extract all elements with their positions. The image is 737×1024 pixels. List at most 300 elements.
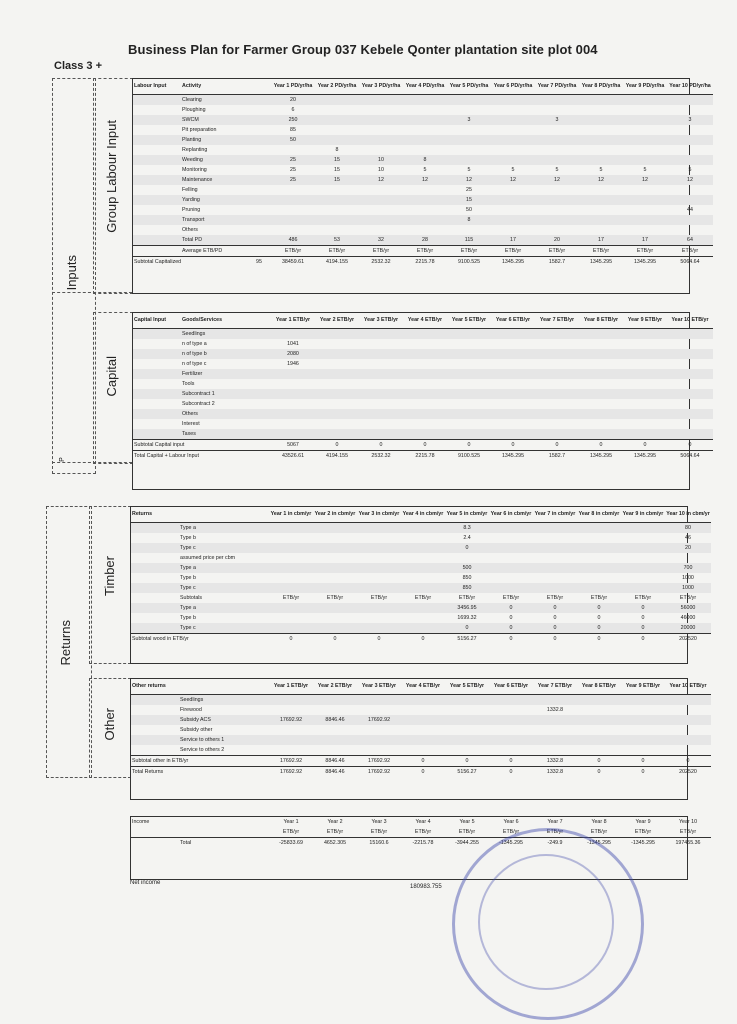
table-cell: Returns xyxy=(131,507,179,523)
table-cell: 17692.92 xyxy=(357,715,401,725)
table-cell xyxy=(623,429,667,440)
table-cell: 0 xyxy=(401,756,445,767)
table-cell xyxy=(313,563,357,573)
table-cell xyxy=(491,185,535,195)
table-cell xyxy=(245,593,269,603)
table-cell xyxy=(133,409,181,419)
table-cell xyxy=(623,195,667,205)
table-cell: Capital Input xyxy=(133,313,181,329)
table-cell: 0 xyxy=(401,634,445,645)
table-cell: 44 xyxy=(687,207,693,213)
table-cell xyxy=(667,419,713,429)
table-cell: Weeding xyxy=(181,155,247,165)
table-cell: Type c xyxy=(179,583,245,593)
table-cell: Subsidy ACS xyxy=(179,715,245,725)
table-cell xyxy=(535,389,579,399)
table-cell xyxy=(401,563,445,573)
table-cell xyxy=(579,195,623,205)
table-cell xyxy=(359,95,403,106)
table-cell xyxy=(133,389,181,399)
group-labour-input-label: Group Labour Input xyxy=(104,120,119,233)
table-cell xyxy=(179,827,245,838)
table-cell xyxy=(131,593,179,603)
table-cell: Year 8 in cbm/yr xyxy=(577,507,621,523)
timber-returns-table xyxy=(131,507,711,644)
table-cell: Year 7 PD/yr/ha xyxy=(535,79,579,95)
document-title: Business Plan for Farmer Group 037 Kebele Qonter plantation site plot 004 xyxy=(128,42,598,57)
table-cell xyxy=(313,543,357,553)
table-cell: Year 6 xyxy=(503,819,519,825)
table-cell xyxy=(247,175,271,185)
table-cell xyxy=(535,125,579,135)
table-cell xyxy=(401,523,445,534)
table-cell xyxy=(489,735,533,745)
other-returns-table xyxy=(131,679,711,777)
table-cell xyxy=(357,543,401,553)
table-cell xyxy=(667,155,713,165)
table-cell: 0 xyxy=(489,767,533,778)
table-cell: Year 7 ETB/yr xyxy=(533,679,577,695)
table-cell: 115 xyxy=(447,235,491,246)
table-row xyxy=(131,573,711,583)
table-cell xyxy=(247,440,271,451)
table-cell xyxy=(313,623,357,634)
table-cell xyxy=(247,359,271,369)
table-cell xyxy=(247,95,271,106)
table-cell: 8 xyxy=(335,147,339,153)
table-cell xyxy=(271,185,315,195)
table-cell xyxy=(447,379,491,389)
table-row xyxy=(131,756,711,767)
table-cell: 5 xyxy=(511,167,515,173)
table-cell xyxy=(313,603,357,613)
table-cell xyxy=(271,215,315,225)
table-cell xyxy=(269,523,313,534)
table-cell: -1345.295 xyxy=(499,840,523,846)
table-cell xyxy=(131,583,179,593)
table-cell: Year 4 xyxy=(415,819,431,825)
table-cell xyxy=(489,543,533,553)
table-row xyxy=(133,205,713,215)
table-row xyxy=(131,725,711,735)
table-cell xyxy=(535,95,579,106)
table-cell xyxy=(403,429,447,440)
table-cell: Year 9 in cbm/yr xyxy=(621,507,665,523)
table-cell: 2.4 xyxy=(463,535,471,541)
table-row xyxy=(133,225,713,235)
table-cell: Year 8 ETB/yr xyxy=(577,679,621,695)
table-cell xyxy=(245,715,269,725)
table-cell: 50 xyxy=(271,135,315,145)
table-cell xyxy=(579,145,623,155)
table-cell xyxy=(181,257,247,268)
table-cell: Year 5 ETB/yr xyxy=(445,679,489,695)
table-cell xyxy=(245,623,269,634)
table-cell: ETB/yr xyxy=(458,595,476,601)
table-cell xyxy=(131,573,179,583)
table-cell xyxy=(401,695,445,706)
table-cell: 17692.92 xyxy=(357,756,401,767)
table-cell: 64 xyxy=(667,235,713,246)
table-cell: ETB/yr xyxy=(282,595,300,601)
table-cell: Tools xyxy=(182,381,195,387)
table-cell xyxy=(447,329,491,340)
table-cell xyxy=(245,553,269,563)
table-cell: Year 6 in cbm/yr xyxy=(489,507,533,523)
table-cell: 0 xyxy=(357,634,401,645)
table-cell: Service to others 2 xyxy=(180,747,225,753)
table-cell: 5067 xyxy=(271,440,315,451)
table-row xyxy=(133,175,713,185)
table-cell: ETB/yr xyxy=(579,246,623,257)
table-cell xyxy=(357,623,401,634)
table-cell: Year 7 in cbm/yr xyxy=(533,507,577,523)
table-cell xyxy=(315,215,359,225)
table-cell xyxy=(247,313,271,329)
table-cell xyxy=(535,339,579,349)
table-cell xyxy=(535,155,579,165)
table-cell xyxy=(179,817,245,827)
table-cell: Seedlings xyxy=(181,329,247,340)
table-cell xyxy=(315,429,359,440)
table-cell: 20000 xyxy=(665,623,711,634)
table-cell xyxy=(403,115,447,125)
table-cell xyxy=(535,409,579,419)
table-cell xyxy=(245,613,269,623)
table-cell: Year 10 xyxy=(678,819,698,825)
table-cell xyxy=(621,705,665,715)
table-cell xyxy=(447,409,491,419)
table-cell xyxy=(315,135,359,145)
table-cell xyxy=(357,573,401,583)
ink-stamp-inner xyxy=(478,854,614,990)
table-cell xyxy=(535,359,579,369)
table-cell xyxy=(247,419,271,429)
table-cell xyxy=(269,695,313,706)
table-cell xyxy=(489,745,533,756)
table-cell: 500 xyxy=(445,563,489,573)
table-cell xyxy=(179,756,245,767)
table-cell xyxy=(533,695,577,706)
capital-divider xyxy=(52,462,132,463)
table-cell xyxy=(491,125,535,135)
table-cell xyxy=(245,695,269,706)
table-cell xyxy=(315,339,359,349)
table-cell xyxy=(535,379,579,389)
table-cell: 15 xyxy=(334,167,340,173)
table-cell xyxy=(491,369,535,379)
table-cell xyxy=(133,195,181,205)
table-cell: 0 xyxy=(579,440,623,451)
table-cell xyxy=(315,105,359,115)
table-cell xyxy=(357,735,401,745)
table-cell xyxy=(491,135,535,145)
table-cell xyxy=(447,125,491,135)
table-row xyxy=(133,389,713,399)
table-cell xyxy=(133,115,181,125)
table-row xyxy=(133,399,713,409)
table-cell: Year 9 PD/yr/ha xyxy=(623,79,667,95)
table-cell: Goods/Services xyxy=(181,313,247,329)
table-cell xyxy=(401,603,445,613)
table-cell: Year 6 ETB/yr xyxy=(489,679,533,695)
table-cell: ETB/yr xyxy=(489,827,533,838)
table-cell: Pit preparation xyxy=(182,127,217,133)
table-cell: 95 xyxy=(247,257,271,268)
table-cell xyxy=(491,115,535,125)
table-cell xyxy=(133,185,181,195)
table-cell: 0 xyxy=(489,603,533,613)
table-cell xyxy=(131,603,179,613)
table-cell xyxy=(491,155,535,165)
table-row xyxy=(131,679,711,695)
table-cell: 1345.295 xyxy=(491,257,535,268)
table-cell xyxy=(623,215,667,225)
table-cell xyxy=(665,715,711,725)
table-cell xyxy=(245,725,269,735)
table-cell: 12 xyxy=(623,175,667,185)
table-cell: Replanting xyxy=(182,147,208,153)
table-row xyxy=(133,257,713,268)
table-cell xyxy=(359,359,403,369)
table-cell: Year 7 xyxy=(547,819,563,825)
table-cell xyxy=(665,745,711,756)
table-cell xyxy=(315,225,359,235)
table-cell xyxy=(535,369,579,379)
table-cell: 46000 xyxy=(680,615,696,621)
table-cell: Year 3 in cbm/yr xyxy=(357,507,401,523)
table-cell xyxy=(313,705,357,715)
table-cell: ETB/yr xyxy=(271,246,315,257)
table-cell xyxy=(269,533,313,543)
table-cell xyxy=(359,115,403,125)
table-cell xyxy=(667,349,713,359)
table-cell xyxy=(533,745,577,756)
table-cell: ETB/yr xyxy=(546,595,564,601)
table-cell xyxy=(313,583,357,593)
table-cell xyxy=(535,419,579,429)
table-cell xyxy=(447,105,491,115)
table-cell xyxy=(245,603,269,613)
table-cell xyxy=(131,725,179,735)
table-cell: Others xyxy=(181,409,247,419)
table-cell xyxy=(447,145,491,155)
table-cell xyxy=(667,359,713,369)
table-cell: Year 3 ETB/yr xyxy=(359,313,403,329)
table-cell: 20 xyxy=(535,235,579,246)
table-cell: 1345.295 xyxy=(623,451,667,462)
table-cell xyxy=(621,563,665,573)
table-cell xyxy=(401,745,445,756)
table-cell xyxy=(401,613,445,623)
table-cell xyxy=(535,429,579,440)
table-cell xyxy=(247,451,271,462)
table-cell xyxy=(133,369,181,379)
table-cell xyxy=(359,369,403,379)
table-cell xyxy=(271,329,315,340)
table-cell: Taxes xyxy=(181,429,247,440)
table-cell xyxy=(667,225,713,235)
table-row xyxy=(133,379,713,389)
returns-label: Returns xyxy=(58,620,73,666)
table-cell xyxy=(665,553,711,563)
table-cell xyxy=(491,349,535,359)
table-cell xyxy=(623,135,667,145)
table-cell xyxy=(357,533,401,543)
other-label: Other xyxy=(102,708,117,741)
table-cell: 0 xyxy=(577,623,621,634)
table-cell xyxy=(623,145,667,155)
table-cell xyxy=(271,419,315,429)
table-cell: Type c xyxy=(179,543,245,553)
table-cell xyxy=(359,195,403,205)
table-cell xyxy=(667,329,713,340)
table-cell xyxy=(403,339,447,349)
table-cell xyxy=(247,429,271,440)
table-cell xyxy=(579,125,623,135)
table-cell: Subtotal Capitalized xyxy=(133,257,181,268)
table-cell: 15 xyxy=(447,195,491,205)
table-cell xyxy=(245,745,269,756)
table-cell xyxy=(245,563,269,573)
table-cell xyxy=(315,195,359,205)
table-cell: 1332.8 xyxy=(533,756,577,767)
table-cell xyxy=(577,583,621,593)
table-cell xyxy=(359,429,403,440)
table-cell: 486 xyxy=(271,235,315,246)
table-cell xyxy=(403,145,447,155)
table-cell: 0 xyxy=(577,634,621,645)
table-cell xyxy=(445,735,489,745)
table-cell xyxy=(491,195,535,205)
table-cell xyxy=(315,359,359,369)
table-cell: 0 xyxy=(577,603,621,613)
table-cell: 0 xyxy=(445,543,489,553)
table-cell: Year 7 ETB/yr xyxy=(535,313,579,329)
table-cell xyxy=(623,399,667,409)
table-row xyxy=(133,115,713,125)
table-cell: 4194.155 xyxy=(315,257,359,268)
table-cell xyxy=(131,553,179,563)
table-cell: Year 8 xyxy=(591,819,607,825)
table-cell xyxy=(269,745,313,756)
table-cell xyxy=(247,135,271,145)
table-cell xyxy=(131,735,179,745)
table-cell: Year 9 ETB/yr xyxy=(621,679,665,695)
table-row xyxy=(133,155,713,165)
table-row xyxy=(133,339,713,349)
table-cell: Year 5 ETB/yr xyxy=(447,313,491,329)
table-cell: 1582.7 xyxy=(535,451,579,462)
table-cell xyxy=(491,409,535,419)
table-cell xyxy=(623,105,667,115)
table-cell xyxy=(359,399,403,409)
table-cell xyxy=(131,705,179,715)
table-cell xyxy=(245,533,269,543)
table-cell: Type a xyxy=(179,523,245,534)
table-cell: 56000 xyxy=(665,603,711,613)
table-cell xyxy=(579,379,623,389)
table-cell xyxy=(245,679,269,695)
table-cell xyxy=(401,725,445,735)
table-cell xyxy=(247,389,271,399)
table-cell xyxy=(621,725,665,735)
table-cell xyxy=(131,523,179,534)
table-cell: 8 xyxy=(403,155,447,165)
table-cell xyxy=(403,329,447,340)
table-cell xyxy=(577,715,621,725)
table-cell: ETB/yr xyxy=(590,595,608,601)
table-cell xyxy=(621,735,665,745)
table-cell xyxy=(315,399,359,409)
table-cell xyxy=(533,573,577,583)
table-cell xyxy=(447,135,491,145)
table-cell xyxy=(535,205,579,215)
table-cell xyxy=(621,715,665,725)
table-cell xyxy=(579,429,623,440)
table-cell xyxy=(315,379,359,389)
table-cell: 3 xyxy=(667,115,713,125)
table-cell xyxy=(665,725,711,735)
table-cell xyxy=(403,95,447,106)
table-cell: 12 xyxy=(667,175,713,185)
table-cell xyxy=(133,399,181,409)
table-cell: 80 xyxy=(665,523,711,534)
table-row xyxy=(131,533,711,543)
table-cell xyxy=(131,745,179,756)
table-cell xyxy=(131,838,179,849)
table-row xyxy=(133,349,713,359)
table-cell: 1041 xyxy=(287,341,299,347)
table-row xyxy=(131,553,711,563)
table-cell xyxy=(131,827,179,838)
table-cell xyxy=(245,767,269,778)
table-cell: Year 3 xyxy=(371,819,387,825)
table-cell: 20 xyxy=(665,543,711,553)
table-cell: 2532.32 xyxy=(359,257,403,268)
table-cell: 15 xyxy=(315,175,359,185)
table-cell: 5 xyxy=(467,167,471,173)
table-cell xyxy=(245,735,269,745)
table-cell xyxy=(489,573,533,583)
table-cell: 25 xyxy=(271,155,315,165)
table-row xyxy=(131,767,711,778)
table-cell: 0 xyxy=(535,440,579,451)
table-cell: ETB/yr xyxy=(326,595,344,601)
table-cell xyxy=(579,205,623,215)
table-cell xyxy=(357,563,401,573)
table-cell: 9100.525 xyxy=(447,451,491,462)
table-cell: Year 2 ETB/yr xyxy=(315,313,359,329)
table-cell xyxy=(445,553,489,563)
table-cell xyxy=(359,105,403,115)
table-cell xyxy=(621,583,665,593)
table-cell: Year 5 in cbm/yr xyxy=(445,507,489,523)
table-cell: Subcontract 1 xyxy=(181,389,247,399)
table-cell xyxy=(533,523,577,534)
table-cell xyxy=(447,389,491,399)
table-cell xyxy=(401,553,445,563)
table-cell xyxy=(179,507,245,523)
table-cell xyxy=(133,359,181,369)
table-cell xyxy=(245,634,269,645)
table-cell: 20 xyxy=(271,95,315,106)
table-cell xyxy=(447,359,491,369)
table-cell: 0 xyxy=(359,440,403,451)
table-cell: 0 xyxy=(621,634,665,645)
table-cell xyxy=(247,246,271,257)
table-cell xyxy=(623,205,667,215)
